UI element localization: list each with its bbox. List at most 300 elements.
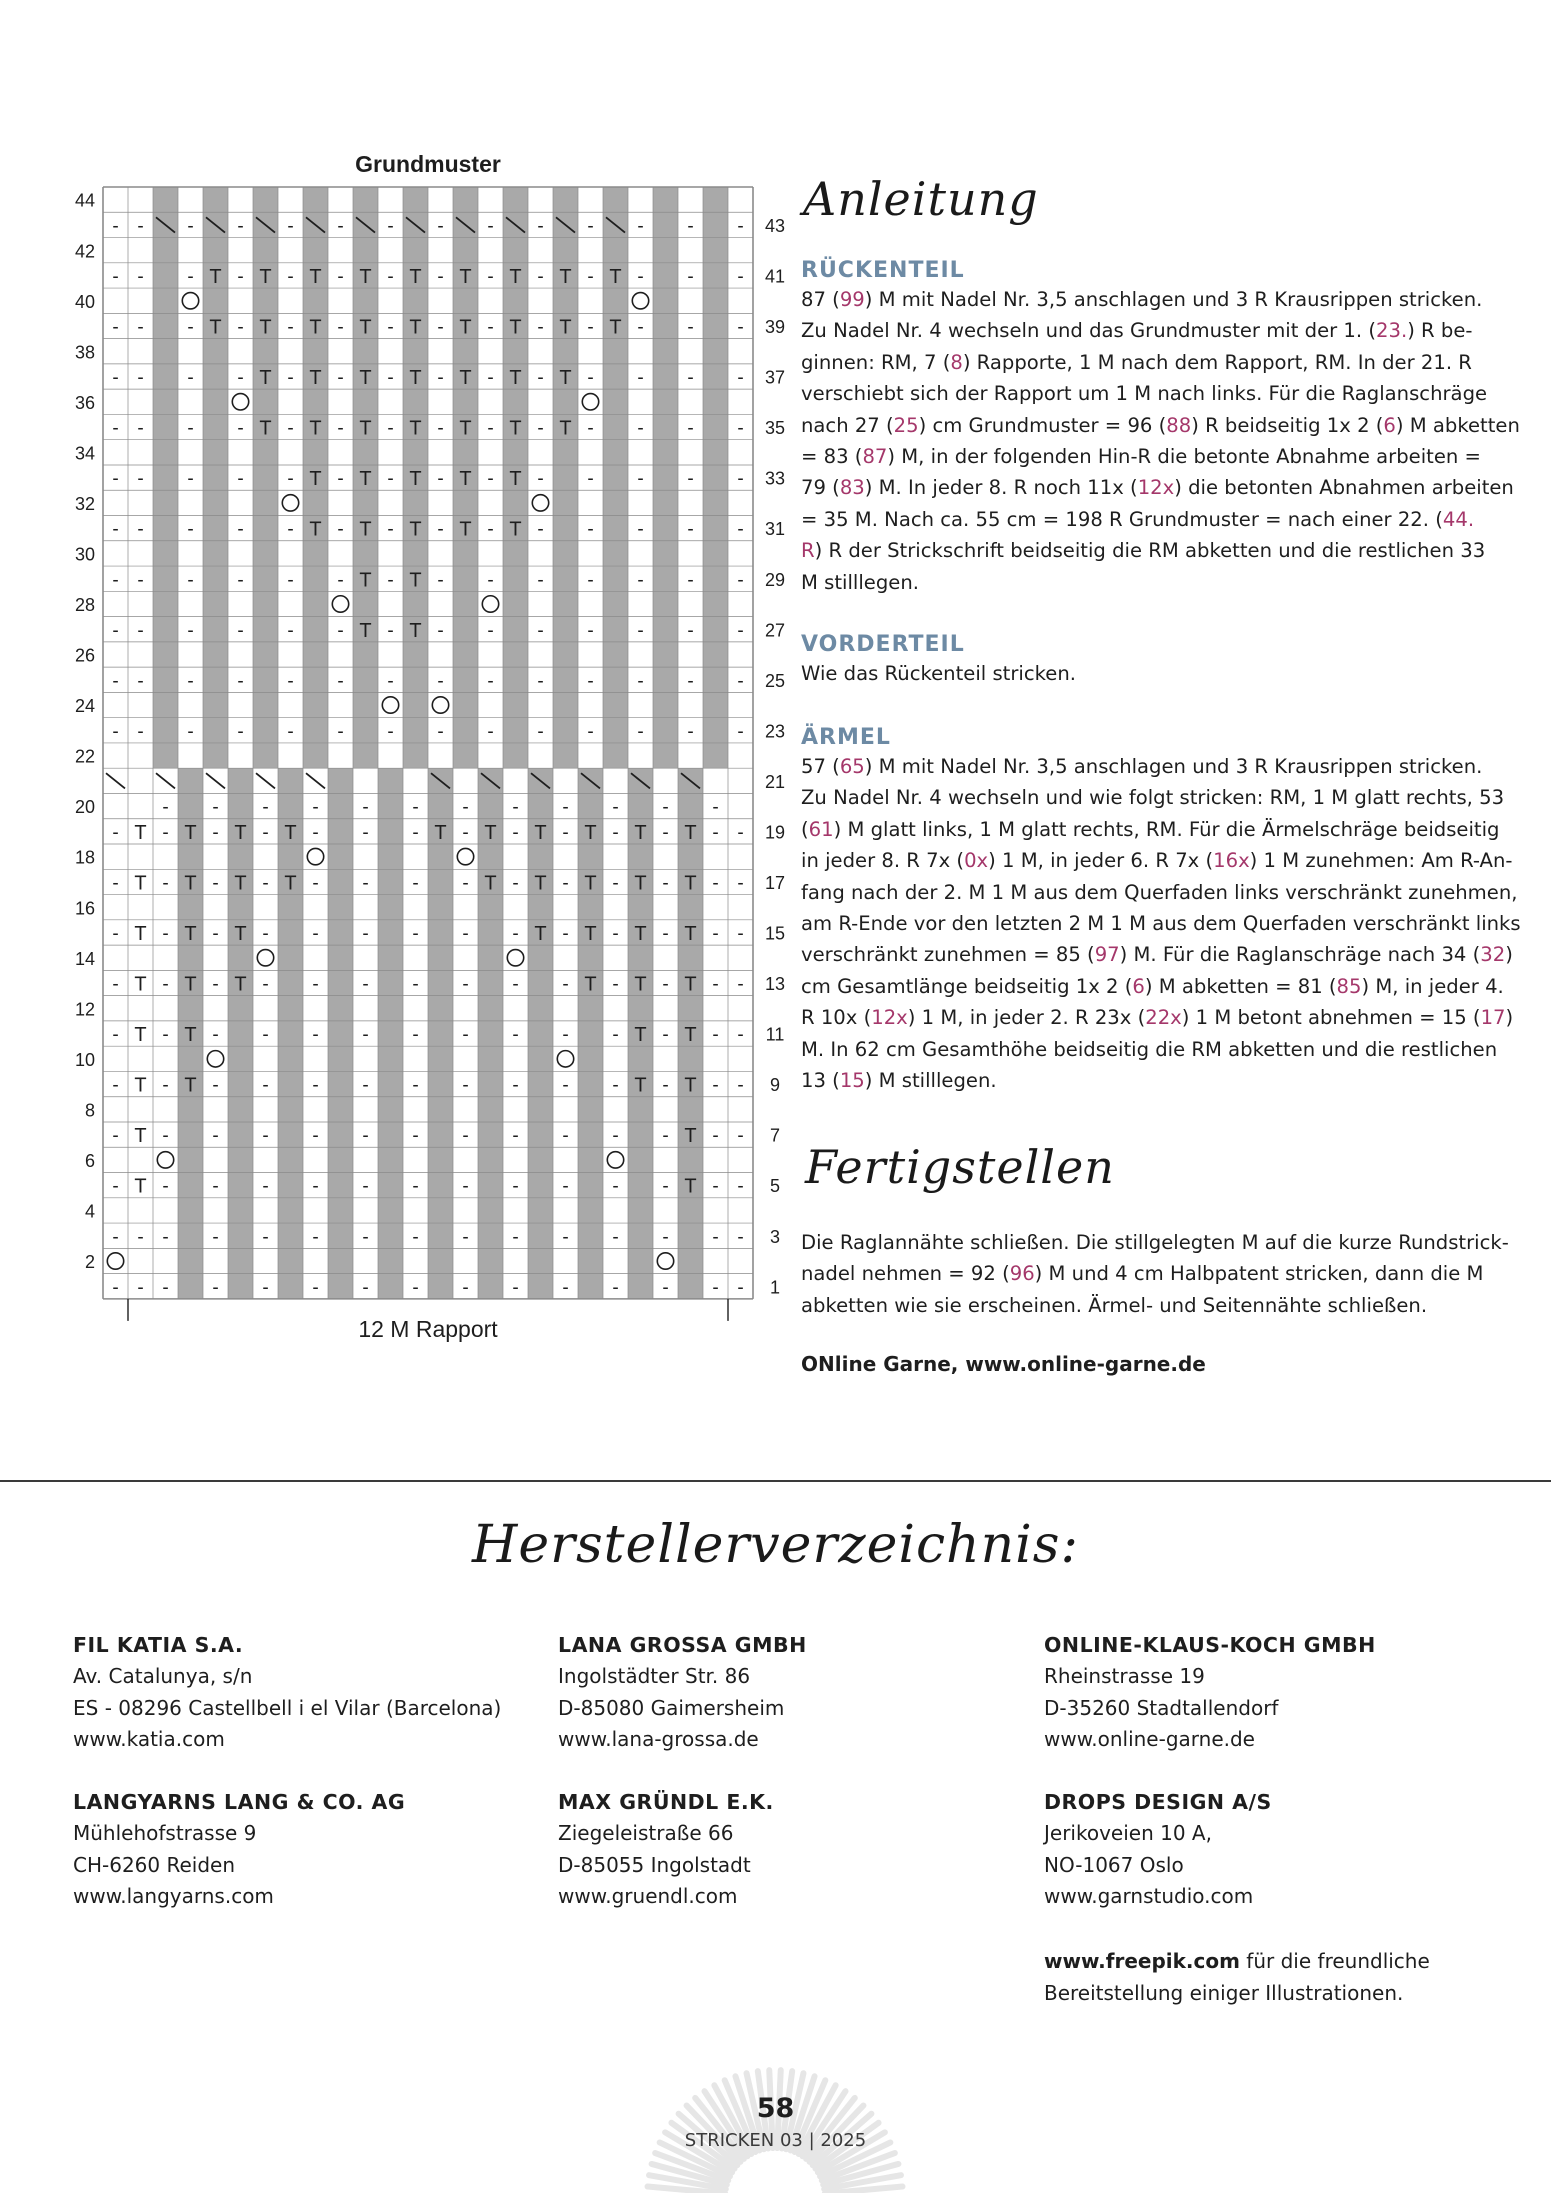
chart-knit-cell xyxy=(478,1097,503,1122)
chart-knit-cell xyxy=(353,339,378,364)
chart-purl-symbol: - xyxy=(112,1125,119,1147)
chart-knit-cell xyxy=(278,895,303,920)
chart-row-number-right: 19 xyxy=(764,822,786,843)
chart-knit-cell xyxy=(403,743,428,768)
chart-knit-cell xyxy=(703,389,728,414)
chart-knit-cell xyxy=(253,617,278,642)
chart-purl-symbol: - xyxy=(637,670,644,692)
chart-purl-symbol: - xyxy=(737,822,744,844)
chart-knit-cell xyxy=(428,920,453,945)
chart-knit-cell xyxy=(303,566,328,591)
size-variant-number: 32 xyxy=(1480,943,1506,967)
chart-purl-symbol: - xyxy=(112,367,119,389)
chart-purl-symbol: - xyxy=(162,873,169,895)
chart-knit-cell xyxy=(253,516,278,541)
chart-purl-symbol: - xyxy=(637,266,644,288)
rueckenteil-heading: RÜCKENTEIL xyxy=(801,258,965,283)
chart-purl-symbol: - xyxy=(662,797,669,819)
chart-knit-cell xyxy=(153,288,178,313)
chart-purl-symbol: - xyxy=(212,1277,219,1299)
chart-row-number-left: 24 xyxy=(74,696,95,717)
chart-knit-cell xyxy=(153,591,178,616)
chart-knit-cell xyxy=(553,238,578,263)
size-variant-number: 23. xyxy=(1376,319,1408,343)
chart-purl-symbol: - xyxy=(262,923,269,945)
company-city: ES - 08296 Castellbell i el Vilar (Barcelona) xyxy=(73,1695,502,1720)
chart-purl-symbol: - xyxy=(287,266,294,288)
chart-purl-symbol: - xyxy=(362,1277,369,1299)
chart-twisted-symbol: T xyxy=(584,872,597,895)
chart-row-number-left: 8 xyxy=(84,1100,95,1121)
chart-purl-symbol: - xyxy=(387,569,394,591)
chart-knit-cell xyxy=(303,541,328,566)
chart-purl-symbol: - xyxy=(537,519,544,541)
chart-twisted-symbol: T xyxy=(534,821,547,844)
chart-twisted-symbol: T xyxy=(284,821,297,844)
chart-purl-symbol: - xyxy=(137,367,144,389)
chart-yarn-over-symbol xyxy=(257,950,273,966)
chart-knit-cell xyxy=(153,642,178,667)
chart-knit-cell xyxy=(628,1223,653,1248)
size-variant-number: 44. xyxy=(1442,507,1475,531)
text-line xyxy=(801,877,1518,908)
chart-purl-symbol: - xyxy=(112,569,119,591)
chart-purl-symbol: - xyxy=(512,1277,519,1299)
chart-knit-cell xyxy=(528,1097,553,1122)
chart-knit-cell xyxy=(528,970,553,995)
chart-knit-cell xyxy=(628,1097,653,1122)
chart-knit-cell xyxy=(453,440,478,465)
chart-knit-cell xyxy=(703,692,728,717)
text-segment: Wie das Rückenteil stricken. xyxy=(801,662,1076,685)
chart-twisted-symbol: T xyxy=(459,518,472,541)
text-segment: ) M mit Nadel Nr. 3,5 anschlagen und 3 R Krausrippen stricken. xyxy=(864,288,1483,311)
chart-purl-symbol: - xyxy=(512,1125,519,1147)
chart-knit-cell xyxy=(178,945,203,970)
chart-knit-cell xyxy=(528,1021,553,1046)
chart-twisted-symbol: T xyxy=(459,417,472,440)
chart-knit-cell xyxy=(653,288,678,313)
chart-knit-cell xyxy=(428,1147,453,1172)
chart-knit-cell xyxy=(353,187,378,212)
aermel-text xyxy=(801,751,1521,1096)
chart-knit-cell xyxy=(478,1274,503,1299)
chart-knit-cell xyxy=(453,743,478,768)
yarn-source: ONline Garne, www.online-garne.de xyxy=(801,1352,1206,1376)
chart-knit-cell xyxy=(578,945,603,970)
chart-purl-symbol: - xyxy=(437,367,444,389)
chart-purl-symbol: - xyxy=(487,721,494,743)
chart-twisted-symbol: T xyxy=(509,417,522,440)
chart-purl-symbol: - xyxy=(512,1024,519,1046)
chart-yarn-over-symbol xyxy=(482,596,498,612)
chart-knit-cell xyxy=(178,1097,203,1122)
chart-purl-symbol: - xyxy=(462,1176,469,1198)
size-variant-number: 88 xyxy=(1166,413,1192,437)
chart-purl-symbol: - xyxy=(162,1024,169,1046)
chart-purl-symbol: - xyxy=(587,215,594,237)
size-variant-number: 12x xyxy=(871,1006,908,1030)
chart-knit-cell xyxy=(353,490,378,515)
chart-knit-cell xyxy=(478,1223,503,1248)
company-website: www.gruendl.com xyxy=(558,1884,738,1908)
chart-knit-cell xyxy=(328,1046,353,1071)
text-segment: ) xyxy=(1505,1006,1514,1030)
chart-purl-symbol: - xyxy=(137,215,144,237)
chart-purl-symbol: - xyxy=(462,1277,469,1299)
chart-twisted-symbol: T xyxy=(284,872,297,895)
chart-knit-cell xyxy=(328,1097,353,1122)
chart-knit-cell xyxy=(653,642,678,667)
chart-knit-cell xyxy=(328,1223,353,1248)
chart-purl-symbol: - xyxy=(412,1125,419,1147)
chart-purl-symbol: - xyxy=(337,670,344,692)
chart-purl-symbol: - xyxy=(737,569,744,591)
chart-knit-cell xyxy=(153,389,178,414)
chart-knit-cell xyxy=(478,945,503,970)
chart-purl-symbol: - xyxy=(687,569,694,591)
chart-twisted-symbol: T xyxy=(509,367,522,390)
chart-knit-cell xyxy=(178,1122,203,1147)
credit-link: www.freepik.com xyxy=(1044,1949,1240,1973)
chart-knit-cell xyxy=(153,339,178,364)
chart-twisted-symbol: T xyxy=(359,518,372,541)
chart-knit-cell xyxy=(278,1223,303,1248)
chart-knit-cell xyxy=(503,389,528,414)
chart-knit-cell xyxy=(378,970,403,995)
chart-knit-cell xyxy=(653,718,678,743)
chart-purl-symbol: - xyxy=(587,367,594,389)
chart-knit-cell xyxy=(153,465,178,490)
directory-entry xyxy=(1044,1630,1514,1756)
chart-yarn-over-symbol xyxy=(232,394,248,410)
chart-knit-cell xyxy=(603,414,628,439)
company-website: www.garnstudio.com xyxy=(1044,1884,1254,1908)
chart-knit-cell xyxy=(603,364,628,389)
chart-knit-cell xyxy=(478,1071,503,1096)
company-city: CH-6260 Reiden xyxy=(73,1852,236,1877)
chart-twisted-symbol: T xyxy=(259,417,272,440)
chart-purl-symbol: - xyxy=(162,923,169,945)
chart-purl-symbol: - xyxy=(612,923,619,945)
chart-knit-cell xyxy=(303,692,328,717)
chart-knit-cell xyxy=(703,516,728,541)
chart-purl-symbol: - xyxy=(312,822,319,844)
chart-purl-symbol: - xyxy=(237,317,244,339)
chart-knit-cell xyxy=(503,718,528,743)
chart-row-number-left: 6 xyxy=(84,1150,95,1171)
chart-knit-cell xyxy=(303,490,328,515)
chart-yarn-over-symbol xyxy=(532,495,548,511)
chart-purl-symbol: - xyxy=(137,670,144,692)
chart-purl-symbol: - xyxy=(337,367,344,389)
text-segment: ) M mit Nadel Nr. 3,5 anschlagen und 3 R Krausrippen stricken. xyxy=(864,755,1483,778)
company-address: Rheinstrasse 19 xyxy=(1044,1664,1205,1688)
chart-knit-cell xyxy=(178,1248,203,1273)
chart-purl-symbol: - xyxy=(412,1075,419,1097)
chart-twisted-symbol: T xyxy=(534,923,547,946)
chart-knit-cell xyxy=(453,541,478,566)
company-website: www.lana-grossa.de xyxy=(558,1727,759,1751)
chart-purl-symbol: - xyxy=(487,418,494,440)
text-segment: = 83 ( xyxy=(801,445,863,469)
chart-twisted-symbol: T xyxy=(584,821,597,844)
chart-knit-cell xyxy=(478,895,503,920)
chart-knit-cell xyxy=(503,617,528,642)
chart-knit-cell xyxy=(428,945,453,970)
chart-purl-symbol: - xyxy=(537,266,544,288)
chart-purl-symbol: - xyxy=(487,266,494,288)
chart-purl-symbol: - xyxy=(212,822,219,844)
chart-knit-cell xyxy=(553,490,578,515)
chart-twisted-symbol: T xyxy=(634,872,647,895)
chart-knit-cell xyxy=(353,667,378,692)
chart-twisted-symbol: T xyxy=(209,266,222,289)
chart-knit-cell xyxy=(303,743,328,768)
chart-purl-symbol: - xyxy=(737,1075,744,1097)
size-variant-number: 12x xyxy=(1137,476,1175,500)
chart-purl-symbol: - xyxy=(137,266,144,288)
chart-knit-cell xyxy=(153,718,178,743)
chart-purl-symbol: - xyxy=(537,317,544,339)
chart-purl-symbol: - xyxy=(237,620,244,642)
chart-knit-cell xyxy=(203,465,228,490)
text-line xyxy=(801,284,1491,315)
text-segment: nach 27 ( xyxy=(801,413,894,437)
chart-knit-cell xyxy=(603,490,628,515)
chart-purl-symbol: - xyxy=(687,670,694,692)
chart-knit-cell xyxy=(278,793,303,818)
chart-purl-symbol: - xyxy=(712,923,719,945)
chart-knit-cell xyxy=(553,642,578,667)
size-variant-number: 22x xyxy=(1145,1006,1182,1030)
chart-knit-cell xyxy=(153,566,178,591)
text-line xyxy=(801,971,1504,1002)
chart-knit-cell xyxy=(603,692,628,717)
chart-twisted-symbol: T xyxy=(559,316,572,339)
size-variant-number: 61 xyxy=(808,817,834,841)
chart-knit-cell xyxy=(553,617,578,642)
chart-purl-symbol: - xyxy=(537,670,544,692)
chart-purl-symbol: - xyxy=(587,620,594,642)
chart-knit-cell xyxy=(353,692,378,717)
chart-row-number-left: 18 xyxy=(74,847,95,868)
chart-purl-symbol: - xyxy=(337,215,344,237)
chart-knit-cell xyxy=(453,692,478,717)
chart-purl-symbol: - xyxy=(187,266,194,288)
text-line xyxy=(801,378,1491,409)
chart-knit-cell xyxy=(378,1248,403,1273)
chart-twisted-symbol: T xyxy=(634,821,647,844)
chart-knit-cell xyxy=(353,389,378,414)
chart-row-number-left: 4 xyxy=(84,1201,95,1222)
chart-knit-cell xyxy=(653,364,678,389)
chart-knit-cell xyxy=(603,617,628,642)
chart-knit-cell xyxy=(553,440,578,465)
text-segment: ) R der Strickschrift beidseitig die RM abketten und die restlichen 33 xyxy=(814,539,1486,563)
chart-knit-cell xyxy=(178,996,203,1021)
chart-purl-symbol: - xyxy=(562,1125,569,1147)
chart-purl-symbol: - xyxy=(187,670,194,692)
chart-purl-symbol: - xyxy=(512,1226,519,1248)
chart-knit-cell xyxy=(703,642,728,667)
chart-purl-symbol: - xyxy=(237,670,244,692)
chart-knit-cell xyxy=(353,288,378,313)
chart-purl-symbol: - xyxy=(387,266,394,288)
text-segment: ) cm Grundmuster = 96 ( xyxy=(918,413,1167,437)
chart-purl-symbol: - xyxy=(612,873,619,895)
text-segment: Zu Nadel Nr. 4 wechseln und das Grundmuster mit der 1. ( xyxy=(801,319,1377,343)
chart-knit-cell xyxy=(228,768,253,793)
chart-purl-symbol: - xyxy=(287,367,294,389)
chart-knit-cell xyxy=(203,414,228,439)
chart-knit-cell xyxy=(378,869,403,894)
chart-knit-cell xyxy=(203,667,228,692)
chart-row-number-left: 10 xyxy=(74,1049,95,1070)
chart-knit-cell xyxy=(628,1198,653,1223)
chart-knit-cell xyxy=(653,389,678,414)
chart-knit-cell xyxy=(503,667,528,692)
chart-purl-symbol: - xyxy=(462,822,469,844)
company-city: D-85080 Gaimersheim xyxy=(558,1695,785,1720)
chart-knit-cell xyxy=(628,945,653,970)
chart-purl-symbol: - xyxy=(362,1024,369,1046)
chart-purl-symbol: - xyxy=(137,317,144,339)
text-line xyxy=(801,441,1491,472)
chart-purl-symbol: - xyxy=(437,317,444,339)
chart-purl-symbol: - xyxy=(662,1075,669,1097)
chart-knit-cell xyxy=(578,1071,603,1096)
chart-twisted-symbol: T xyxy=(634,923,647,946)
chart-purl-symbol: - xyxy=(562,1024,569,1046)
chart-knit-cell xyxy=(603,566,628,591)
chart-knit-cell xyxy=(453,389,478,414)
chart-purl-symbol: - xyxy=(562,974,569,996)
chart-purl-symbol: - xyxy=(362,974,369,996)
chart-twisted-symbol: T xyxy=(509,468,522,491)
chart-twisted-symbol: T xyxy=(134,1024,147,1047)
chart-knit-cell xyxy=(578,895,603,920)
chart-knit-cell xyxy=(653,339,678,364)
chart-knit-cell xyxy=(428,1122,453,1147)
chart-purl-symbol: - xyxy=(487,519,494,541)
text-segment: M stilllegen. xyxy=(801,570,919,594)
chart-yarn-over-symbol xyxy=(332,596,348,612)
chart-purl-symbol: - xyxy=(637,620,644,642)
chart-knit-cell xyxy=(428,1274,453,1299)
chart-knit-cell xyxy=(678,945,703,970)
chart-knit-cell xyxy=(278,1097,303,1122)
chart-knit-cell xyxy=(203,288,228,313)
chart-knit-cell xyxy=(203,440,228,465)
chart-knit-cell xyxy=(328,1248,353,1273)
chart-purl-symbol: - xyxy=(212,1176,219,1198)
chart-knit-cell xyxy=(203,692,228,717)
text-segment: ) 1 M betont abnehmen = 15 ( xyxy=(1181,1006,1481,1030)
chart-purl-symbol: - xyxy=(362,923,369,945)
chart-purl-symbol: - xyxy=(162,1226,169,1248)
chart-purl-symbol: - xyxy=(587,519,594,541)
chart-purl-symbol: - xyxy=(362,797,369,819)
chart-knit-cell xyxy=(678,1223,703,1248)
chart-knit-cell xyxy=(403,591,428,616)
chart-knit-cell xyxy=(428,895,453,920)
chart-knit-cell xyxy=(478,793,503,818)
chart-purl-symbol: - xyxy=(312,1075,319,1097)
chart-twisted-symbol: T xyxy=(359,316,372,339)
size-variant-number: 83 xyxy=(839,476,865,500)
chart-row-number-right: 43 xyxy=(764,215,786,236)
aermel-section xyxy=(801,725,1521,1096)
chart-row-number-left: 34 xyxy=(74,443,95,464)
chart-purl-symbol: - xyxy=(662,822,669,844)
chart-knit-cell xyxy=(503,187,528,212)
chart-knit-cell xyxy=(328,1173,353,1198)
chart-purl-symbol: - xyxy=(112,418,119,440)
chart-purl-symbol: - xyxy=(162,797,169,819)
text-segment: ) Rapporte, 1 M nach dem Rapport, RM. In der 21. R xyxy=(962,350,1472,374)
chart-twisted-symbol: T xyxy=(684,1125,697,1148)
chart-knit-cell xyxy=(528,1274,553,1299)
chart-purl-symbol: - xyxy=(162,1125,169,1147)
chart-purl-symbol: - xyxy=(737,721,744,743)
chart-purl-symbol: - xyxy=(687,367,694,389)
chart-purl-symbol: - xyxy=(137,569,144,591)
text-segment: ) M, in jeder 4. xyxy=(1361,974,1504,998)
chart-purl-symbol: - xyxy=(562,1226,569,1248)
chart-yarn-over-symbol xyxy=(157,1152,173,1168)
chart-purl-symbol: - xyxy=(262,1075,269,1097)
size-variant-number: 87 xyxy=(862,445,888,469)
chart-knit-cell xyxy=(403,339,428,364)
chart-purl-symbol: - xyxy=(587,317,594,339)
chart-twisted-symbol: T xyxy=(559,266,572,289)
size-variant-number: 6 xyxy=(1383,413,1396,437)
chart-knit-cell xyxy=(153,414,178,439)
chart-purl-symbol: - xyxy=(237,266,244,288)
chart-knit-cell xyxy=(278,768,303,793)
chart-purl-symbol: - xyxy=(437,468,444,490)
chart-knit-cell xyxy=(153,440,178,465)
chart-purl-symbol: - xyxy=(287,569,294,591)
chart-twisted-symbol: T xyxy=(459,266,472,289)
chart-knit-cell xyxy=(653,440,678,465)
chart-purl-symbol: - xyxy=(462,1226,469,1248)
text-line xyxy=(801,347,1491,378)
directory-title: Herstellerverzeichnis: xyxy=(472,1515,1079,1575)
chart-twisted-symbol: T xyxy=(259,266,272,289)
chart-purl-symbol: - xyxy=(637,418,644,440)
chart-purl-symbol: - xyxy=(487,317,494,339)
directory-entry xyxy=(1044,1787,1514,1913)
chart-twisted-symbol: T xyxy=(509,316,522,339)
chart-knit-cell xyxy=(303,389,328,414)
chart-knit-cell xyxy=(453,238,478,263)
chart-knit-cell xyxy=(228,844,253,869)
chart-knit-cell xyxy=(478,996,503,1021)
chart-knit-cell xyxy=(578,1274,603,1299)
chart-purl-symbol: - xyxy=(237,215,244,237)
chart-purl-symbol: - xyxy=(387,468,394,490)
chart-knit-cell xyxy=(403,667,428,692)
chart-knit-cell xyxy=(703,339,728,364)
chart-purl-symbol: - xyxy=(137,519,144,541)
chart-knit-cell xyxy=(653,238,678,263)
chart-knit-cell xyxy=(553,667,578,692)
chart-twisted-symbol: T xyxy=(309,417,322,440)
chart-purl-symbol: - xyxy=(587,266,594,288)
chart-title: Grundmuster xyxy=(355,151,501,177)
